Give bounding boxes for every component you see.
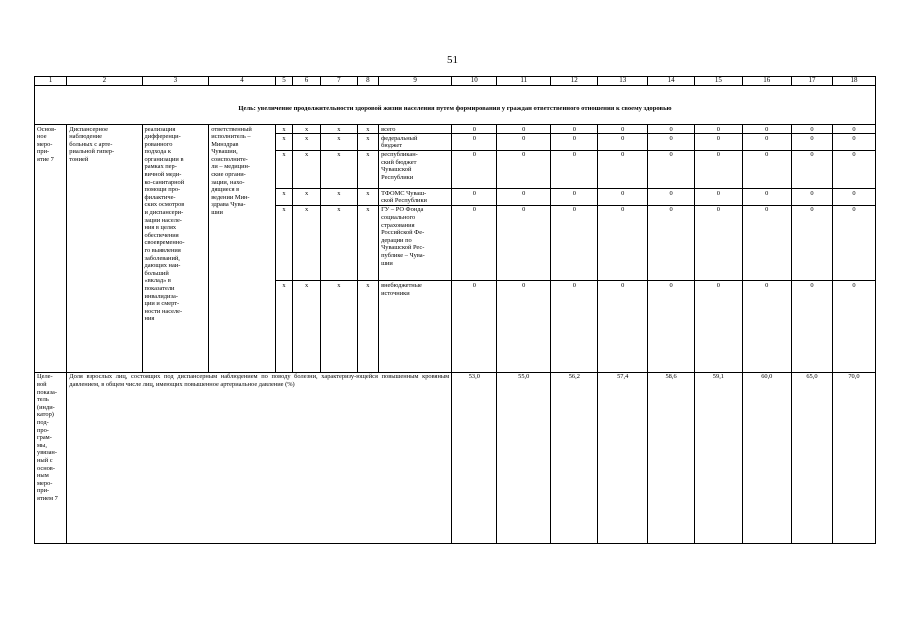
indicator-value: 58,6 [647, 372, 694, 544]
funding-value: 0 [452, 189, 497, 206]
column-number: 14 [647, 77, 694, 86]
funding-value: 0 [742, 134, 791, 151]
indicator-value: 65,0 [792, 372, 833, 544]
column-number: 3 [142, 77, 209, 86]
funding-value: 0 [742, 281, 791, 373]
funding-value: 0 [792, 189, 833, 206]
column-number: 15 [695, 77, 742, 86]
column-number: 4 [209, 77, 276, 86]
x-mark: x [275, 125, 292, 134]
measure-description: реализация дифференци- рованного подхода к организации в рамках пер- вичной меди- ко-санитарной помощи про- филактиче- ских осмотров и диспансери- зации населе- ния в целях обеспечения своевременно- го выявления заболеваний, дающих наи- больший «вклад» в показатели инвалидиза- ции и смерт- ности населе- ния [142, 125, 209, 373]
funding-value: 0 [551, 281, 598, 373]
funding-value: 0 [792, 150, 833, 189]
x-mark: x [293, 125, 321, 134]
funding-value: 0 [695, 189, 742, 206]
column-number: 11 [497, 77, 551, 86]
funding-value: 0 [598, 205, 647, 281]
funding-source: республикан- ский бюджет Чувашской Республики [379, 150, 452, 189]
funding-value: 0 [497, 189, 551, 206]
funding-value: 0 [695, 205, 742, 281]
funding-value: 0 [452, 134, 497, 151]
funding-value: 0 [695, 125, 742, 134]
funding-value: 0 [598, 125, 647, 134]
column-number: 12 [551, 77, 598, 86]
funding-value: 0 [695, 281, 742, 373]
column-number: 7 [321, 77, 358, 86]
funding-value: 0 [598, 134, 647, 151]
indicator-value: 56,2 [551, 372, 598, 544]
x-mark: x [293, 134, 321, 151]
funding-value: 0 [647, 281, 694, 373]
indicator-row [35, 372, 876, 544]
column-number: 6 [293, 77, 321, 86]
funding-value: 0 [497, 205, 551, 281]
funding-value: 0 [832, 281, 875, 373]
column-number: 5 [275, 77, 292, 86]
funding-source: всего [379, 125, 452, 134]
funding-value: 0 [647, 205, 694, 281]
x-mark: x [321, 134, 358, 151]
indicator-value: 55,0 [497, 372, 551, 544]
x-mark: x [357, 205, 379, 281]
funding-value: 0 [598, 281, 647, 373]
indicator-value: 60,0 [742, 372, 791, 544]
x-mark: x [357, 281, 379, 373]
funding-value: 0 [598, 150, 647, 189]
funding-value: 0 [452, 150, 497, 189]
indicator-type: Целе- вой показа- тель (инди- катор) под- про- грам- мы, увязан- ный с основ- ным меро- при- ятием 7 [35, 372, 67, 544]
page-number: 51 [447, 54, 458, 66]
funding-value: 0 [551, 150, 598, 189]
indicator-value: 53,0 [452, 372, 497, 544]
column-number-row [35, 77, 876, 86]
x-mark: x [275, 281, 292, 373]
goal-row [35, 86, 876, 125]
x-mark: x [321, 205, 358, 281]
funding-value: 0 [832, 189, 875, 206]
funding-value: 0 [551, 189, 598, 206]
funding-value: 0 [551, 205, 598, 281]
measure-executor: ответственный исполнитель – Минздрав Чувашии, соисполните- ли – медицин- ские органи- зации, нахо- дящиеся в ведении Мин- здрава Чува- шии [209, 125, 276, 373]
funding-value: 0 [452, 281, 497, 373]
indicator-value: 57,4 [598, 372, 647, 544]
funding-value: 0 [695, 134, 742, 151]
column-number: 17 [792, 77, 833, 86]
x-mark: x [357, 134, 379, 151]
x-mark: x [357, 150, 379, 189]
column-number: 18 [832, 77, 875, 86]
funding-value: 0 [742, 205, 791, 281]
funding-value: 0 [742, 189, 791, 206]
funding-value: 0 [598, 189, 647, 206]
x-mark: x [275, 150, 292, 189]
column-number: 10 [452, 77, 497, 86]
funding-source: внебюджетные источники [379, 281, 452, 373]
funding-value: 0 [647, 150, 694, 189]
funding-value: 0 [695, 150, 742, 189]
funding-value: 0 [647, 134, 694, 151]
funding-value: 0 [551, 134, 598, 151]
funding-value: 0 [832, 125, 875, 134]
funding-value: 0 [647, 125, 694, 134]
x-mark: x [275, 134, 292, 151]
measure-type: Основ- ное меро- при- ятие 7 [35, 125, 67, 373]
x-mark: x [321, 125, 358, 134]
funding-value: 0 [497, 125, 551, 134]
funding-source: федеральный бюджет [379, 134, 452, 151]
x-mark: x [275, 205, 292, 281]
indicator-description: Доля взрослых лиц, состоящих под диспансерным наблюдением по поводу болезни, характеризу-ющейся повышенным кровяным давлением, в общем числе лиц, имеющих повышенное артериальное давление (%) [67, 372, 452, 544]
x-mark: x [275, 189, 292, 206]
funding-value: 0 [792, 205, 833, 281]
x-mark: x [293, 281, 321, 373]
column-number: 13 [598, 77, 647, 86]
x-mark: x [321, 189, 358, 206]
funding-value: 0 [742, 150, 791, 189]
x-mark: x [293, 150, 321, 189]
funding-value: 0 [497, 134, 551, 151]
funding-value: 0 [452, 205, 497, 281]
funding-source: ТФОМС Чуваш- ской Республики [379, 189, 452, 206]
funding-value: 0 [832, 134, 875, 151]
x-mark: x [357, 189, 379, 206]
indicator-value: 70,0 [832, 372, 875, 544]
funding-value: 0 [742, 125, 791, 134]
x-mark: x [293, 205, 321, 281]
funding-value: 0 [792, 281, 833, 373]
indicator-value: 59,1 [695, 372, 742, 544]
column-number: 9 [379, 77, 452, 86]
funding-row [35, 125, 876, 134]
column-number: 8 [357, 77, 379, 86]
x-mark: x [321, 150, 358, 189]
x-mark: x [321, 281, 358, 373]
column-number: 2 [67, 77, 142, 86]
funding-value: 0 [792, 134, 833, 151]
column-number: 1 [35, 77, 67, 86]
funding-value: 0 [551, 125, 598, 134]
measure-name: Диспансерное наблюдение больных с арте- риальной гипер- тонией [67, 125, 142, 373]
x-mark: x [293, 189, 321, 206]
x-mark: x [357, 125, 379, 134]
funding-value: 0 [832, 205, 875, 281]
funding-value: 0 [497, 281, 551, 373]
funding-value: 0 [647, 189, 694, 206]
program-table [34, 76, 876, 544]
funding-value: 0 [452, 125, 497, 134]
funding-value: 0 [497, 150, 551, 189]
column-number: 16 [742, 77, 791, 86]
goal-text: Цель: увеличение продолжительности здоровой жизни населения путем формирования у граждан ответственного отношения к своему здоровью [35, 86, 876, 125]
funding-value: 0 [832, 150, 875, 189]
funding-value: 0 [792, 125, 833, 134]
funding-source: ГУ – РО Фонда социального страхования Российской Фе- дерации по Чувашской Рес- публике – Чува- шии [379, 205, 452, 281]
